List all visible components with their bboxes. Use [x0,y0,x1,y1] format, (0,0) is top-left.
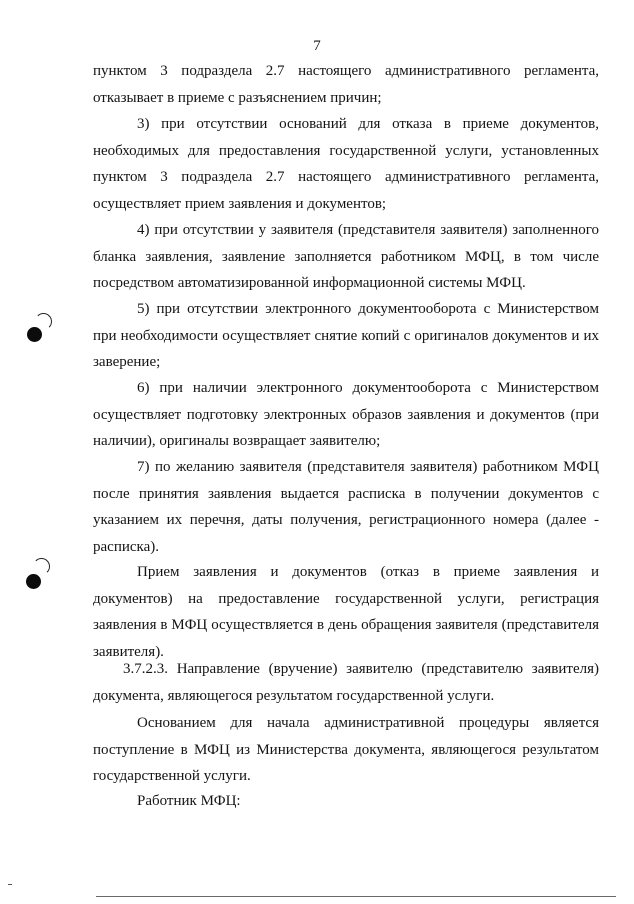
paragraph-reception-registration: Прием заявления и документов (отказ в приеме заявления и документов) на предоставление государственной услуги, регистрация заявления в МФЦ осуществляется в день обращения заявителя (представителя заявителя). [93,564,599,660]
paragraph-item-7: 7) по желанию заявителя (представителя заявителя) работником МФЦ после принятия заявления выдается расписка в получении документов с указанием их перечня, даты получения, регистрационного номера (далее - расписка). [93,459,599,555]
punch-hole-top [27,327,42,342]
paragraph-mfc-worker: Работник МФЦ: [137,793,241,809]
paragraph-item-4: 4) при отсутствии у заявителя (представителя заявителя) заполненного бланка заявления, заявление заполняется работником МФЦ, в том числе посредством автоматизированной информационной системы МФЦ. [93,222,599,291]
scan-bottom-edge-line [96,896,616,897]
paragraph-procedure-basis: Основанием для начала административной процедуры является поступление в МФЦ из Министерства документа, являющегося результатом государственной услуги. [93,715,599,784]
paragraph-refusal-continuation: пунктом 3 подраздела 2.7 настоящего административного регламента, отказывает в приеме с разъяснением причин; [93,63,599,106]
punch-hole-bottom [26,574,41,589]
paragraph-item-5: 5) при отсутствии электронного документооборота с Министерством при необходимости осуществляет снятие копий с оригиналов документов и их заверение; [93,301,599,370]
paragraph-section-3-7-2-3: 3.7.2.3. Направление (вручение) заявителю (представителю заявителя) документа, являющегося результатом государственной услуги. [93,661,599,704]
paragraph-item-6: 6) при наличии электронного документооборота с Министерством осуществляет подготовку электронных образов заявления и документов (при наличии), оригиналы возвращает заявителю; [93,380,599,449]
scan-speck [8,884,12,885]
paragraph-item-3: 3) при отсутствии оснований для отказа в приеме документов, необходимых для предоставления государственной услуги, установленных пунктом 3 подраздела 2.7 настоящего административного регламента, осуществляет прием заявления и документов; [93,116,599,212]
punch-hole-arc-bottom [33,558,50,575]
page-number: 7 [313,38,321,54]
